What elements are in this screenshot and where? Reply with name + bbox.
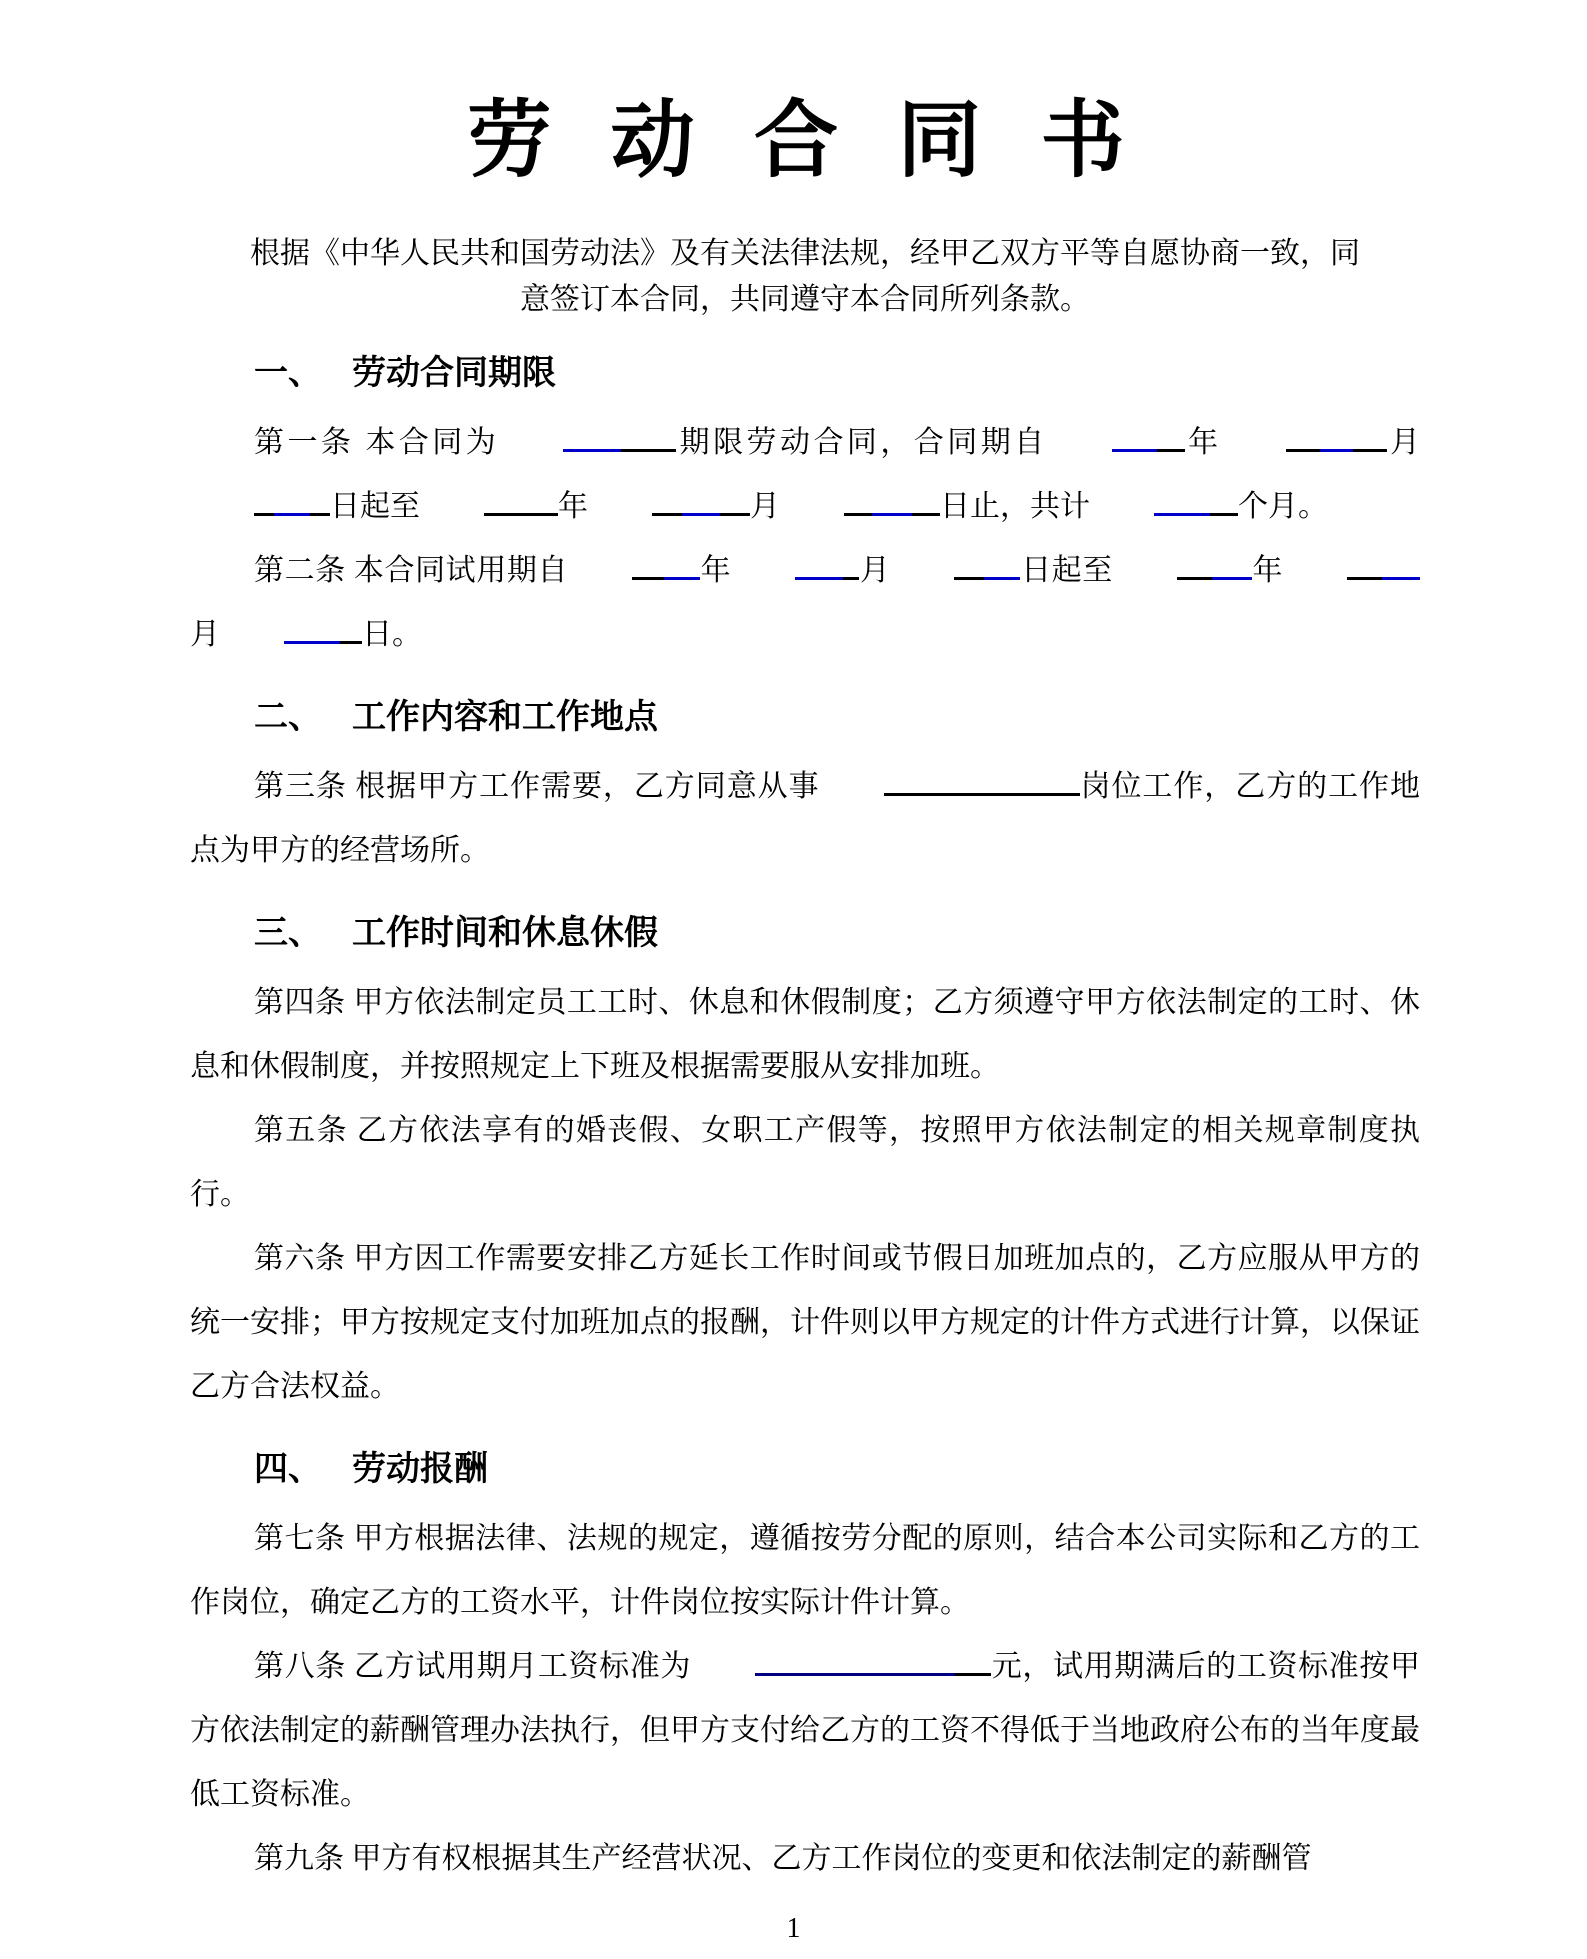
blank-underline-segment: [1353, 418, 1387, 452]
clause-text: 第一条 本合同为: [254, 426, 500, 459]
clause-paragraph: [190, 755, 1420, 883]
blank-underline-segment: [632, 546, 664, 580]
clause-text: 第七条 甲方根据法律、法规的规定，遵循按劳分配的原则，结合本公司实际和乙方的工作岗位，确定乙方的工资水平，计件岗位按实际计件计算。: [190, 1522, 1420, 1619]
clause-text: 第六条 甲方因工作需要安排乙方延长工作时间或节假日加班加点的，乙方应服从甲方的统一安排；甲方按规定支付加班加点的报酬，计件则以甲方规定的计件方式进行计算，以保证乙方合法权益。: [190, 1242, 1420, 1403]
blank-underline-segment: [720, 482, 750, 516]
section-heading: [190, 909, 1420, 957]
clause-text: 第八条 乙方试用期月工资标准为: [254, 1650, 692, 1683]
blank-field: [190, 482, 330, 516]
blank-underline-segment: [1210, 482, 1238, 516]
section-heading: [190, 693, 1420, 741]
section-number: 三、: [254, 914, 322, 952]
section-heading: [190, 1445, 1420, 1493]
blank-underline-segment: [954, 546, 984, 580]
clause-paragraph: [190, 971, 1420, 1099]
blank-field: [691, 1642, 991, 1676]
clause-text: 第二条 本合同试用期自: [254, 554, 569, 587]
clause-text: 年: [1251, 554, 1284, 587]
blank-field: [1090, 482, 1238, 516]
blank-underline-segment: [1212, 546, 1252, 580]
section: [190, 349, 1420, 667]
section-title: 劳动合同期限: [352, 354, 556, 392]
section: [190, 693, 1420, 883]
clause-text: 第五条 乙方依法享有的婚丧假、女职工产假等，按照甲方依法制定的相关规章制度执行。: [190, 1114, 1420, 1211]
blank-underline-segment: [1177, 546, 1212, 580]
clause-text: 日止，共计: [940, 490, 1090, 523]
clause-text: 第四条 甲方依法制定员工工时、休息和休假制度；乙方须遵守甲方依法制定的工时、休息和休假制度，并按照规定上下班及根据需要服从安排加班。: [190, 986, 1420, 1083]
blank-underline-segment: [621, 418, 676, 452]
clause-text: 个月。: [1238, 490, 1328, 523]
blank-field: [1113, 546, 1252, 580]
blank-field: [588, 482, 750, 516]
blank-field: [780, 482, 940, 516]
blank-underline-segment: [1112, 418, 1157, 452]
blank-underline-segment: [843, 546, 859, 580]
clause-text: 期限劳动合同，合同期自: [676, 426, 1048, 459]
blank-underline-segment: [884, 762, 1080, 796]
blank-underline-segment: [1286, 418, 1320, 452]
section-title: 工作时间和休息休假: [352, 914, 658, 952]
clause-text: 日。: [362, 618, 422, 651]
blank-underline-segment: [274, 482, 310, 516]
section-title: 工作内容和工作地点: [352, 698, 658, 736]
blank-underline-segment: [284, 610, 340, 644]
clause-paragraph: [190, 539, 1420, 667]
blank-underline-segment: [912, 482, 940, 516]
clause-text: 日起至: [1020, 554, 1113, 587]
blank-underline-segment: [563, 418, 621, 452]
clause-text: 第九条 甲方有权根据其生产经营状况、乙方工作岗位的变更和依法制定的薪酬管: [254, 1842, 1312, 1875]
clause-text: 元，试用期满后的工资标准按甲方依法制定的薪酬管理办法执行，但甲方支付给乙方的工资不得低于当地政府公布的当年度最低工资标准。: [190, 1650, 1421, 1811]
clause-text: 月: [1386, 426, 1421, 459]
blank-underline-segment: [1320, 418, 1353, 452]
blank-underline-segment: [1382, 546, 1420, 580]
document-title: 劳 动 合 同 书: [467, 93, 1143, 187]
blank-underline-segment: [795, 546, 843, 580]
clause-text: 第三条 根据甲方工作需要，乙方同意从事: [254, 770, 820, 803]
section-title: 劳动报酬: [352, 1450, 488, 1488]
clause-paragraph: [190, 1827, 1420, 1891]
clause-text: 岗位工作，乙方的工作地点为甲方的经营场所。: [190, 770, 1421, 867]
blank-underline-segment: [484, 482, 558, 516]
blank-underline-segment: [254, 482, 274, 516]
clause-paragraph: [190, 1099, 1420, 1227]
blank-underline-segment: [844, 482, 872, 516]
clause-text: 月: [190, 618, 220, 651]
blank-underline-segment: [310, 482, 330, 516]
section: [190, 1445, 1420, 1891]
blank-underline-segment: [1157, 418, 1185, 452]
blank-underline-segment: [664, 546, 700, 580]
clause-text: 月: [750, 490, 780, 523]
page-number: 1: [786, 1913, 801, 1944]
section-number: 一、: [254, 354, 322, 392]
contract-sections: [190, 349, 1420, 1891]
clause-paragraph: [190, 411, 1420, 539]
blank-field: [1048, 418, 1185, 452]
section-number: 四、: [254, 1450, 322, 1488]
section: [190, 909, 1420, 1419]
blank-field: [568, 546, 700, 580]
clause-text: 日起至: [330, 490, 420, 523]
clause-text: 年: [700, 554, 732, 587]
blank-underline-segment: [984, 546, 1020, 580]
blank-underline-segment: [652, 482, 682, 516]
section-heading: [190, 349, 1420, 397]
blank-underline-segment: [755, 1642, 955, 1676]
clause-paragraph: [190, 1507, 1420, 1635]
blank-underline-segment: [872, 482, 912, 516]
intro-paragraph: 根据《中华人民共和国劳动法》及有关法律法规，经甲乙双方平等自愿协商一致，同意签订本合同，共同遵守本合同所列条款。: [250, 237, 1360, 316]
blank-field: [820, 762, 1080, 796]
blank-field: [1283, 546, 1420, 580]
blank-underline-segment: [955, 1642, 991, 1676]
clause-paragraph: [190, 1227, 1420, 1419]
clause-paragraph: [190, 1635, 1420, 1827]
blank-underline-segment: [340, 610, 362, 644]
blank-field: [420, 482, 558, 516]
blank-underline-segment: [1154, 482, 1210, 516]
blank-field: [499, 418, 676, 452]
blank-field: [890, 546, 1020, 580]
clause-text: 月: [859, 554, 891, 587]
blank-field: [1222, 418, 1387, 452]
blank-underline-segment: [1347, 546, 1382, 580]
blank-underline-segment: [682, 482, 720, 516]
clause-text: 年: [558, 490, 588, 523]
section-number: 二、: [254, 698, 322, 736]
blank-field: [731, 546, 859, 580]
clause-text: 年: [1184, 426, 1222, 459]
blank-field: [220, 610, 362, 644]
